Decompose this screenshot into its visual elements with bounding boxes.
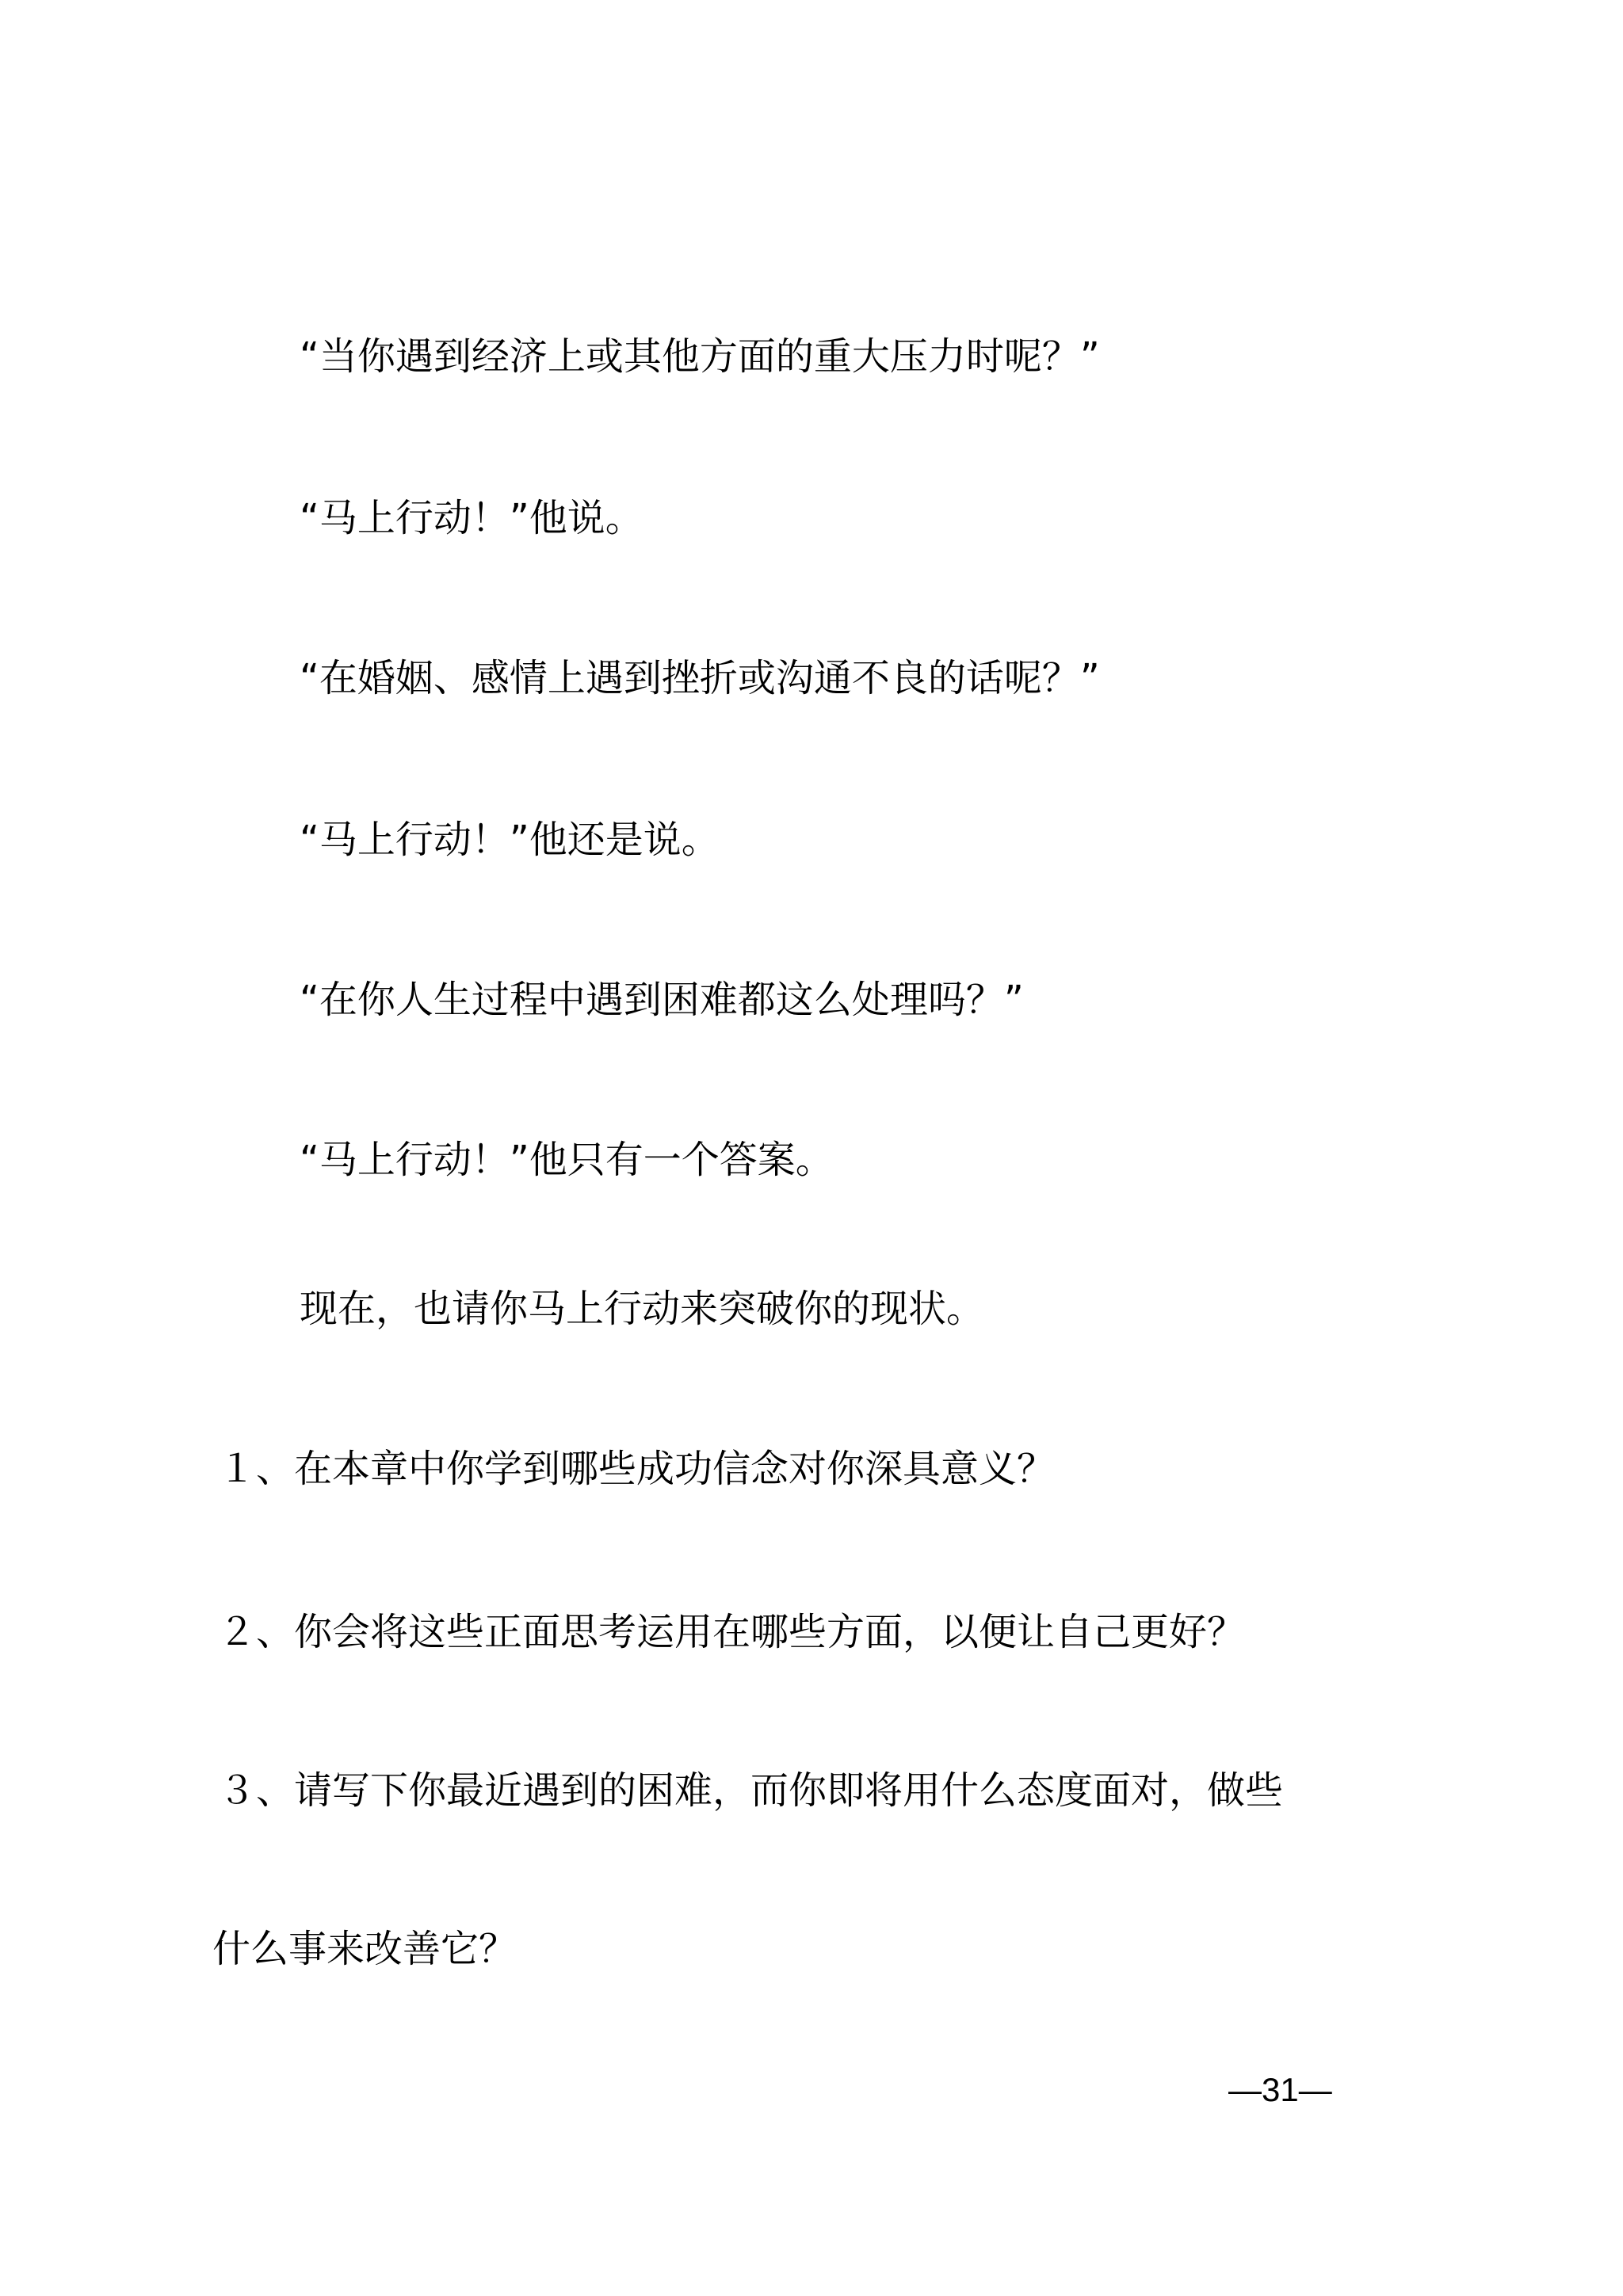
paragraph: “在你人生过程中遇到困难都这么处理吗？”: [300, 978, 1024, 1022]
question-item: １、在本章中你学到哪些成功信念对你深具意义？: [218, 1447, 1056, 1491]
question-item: ２、你会将这些正面思考运用在哪些方面，以便让自己更好？: [218, 1610, 1246, 1654]
paragraph: “马上行动！”他只有一个答案。: [300, 1138, 834, 1182]
paragraph: “当你遇到经济上或其他方面的重大压力时呢？”: [300, 334, 1100, 379]
question-continuation: 什么事来改善它？: [212, 1927, 517, 1971]
page-number: —31—: [1228, 2071, 1332, 2108]
paragraph: “马上行动！”他还是说。: [300, 818, 720, 862]
paragraph: 现在，也请你马上行动来突破你的现状。: [300, 1287, 985, 1331]
paragraph: “在婚姻、感情上遇到挫折或沟通不良的话呢？”: [300, 656, 1100, 700]
paragraph: “马上行动！”他说。: [300, 496, 643, 540]
question-item: ３、请写下你最近遇到的困难，而你即将用什么态度面对，做些: [218, 1768, 1284, 1813]
